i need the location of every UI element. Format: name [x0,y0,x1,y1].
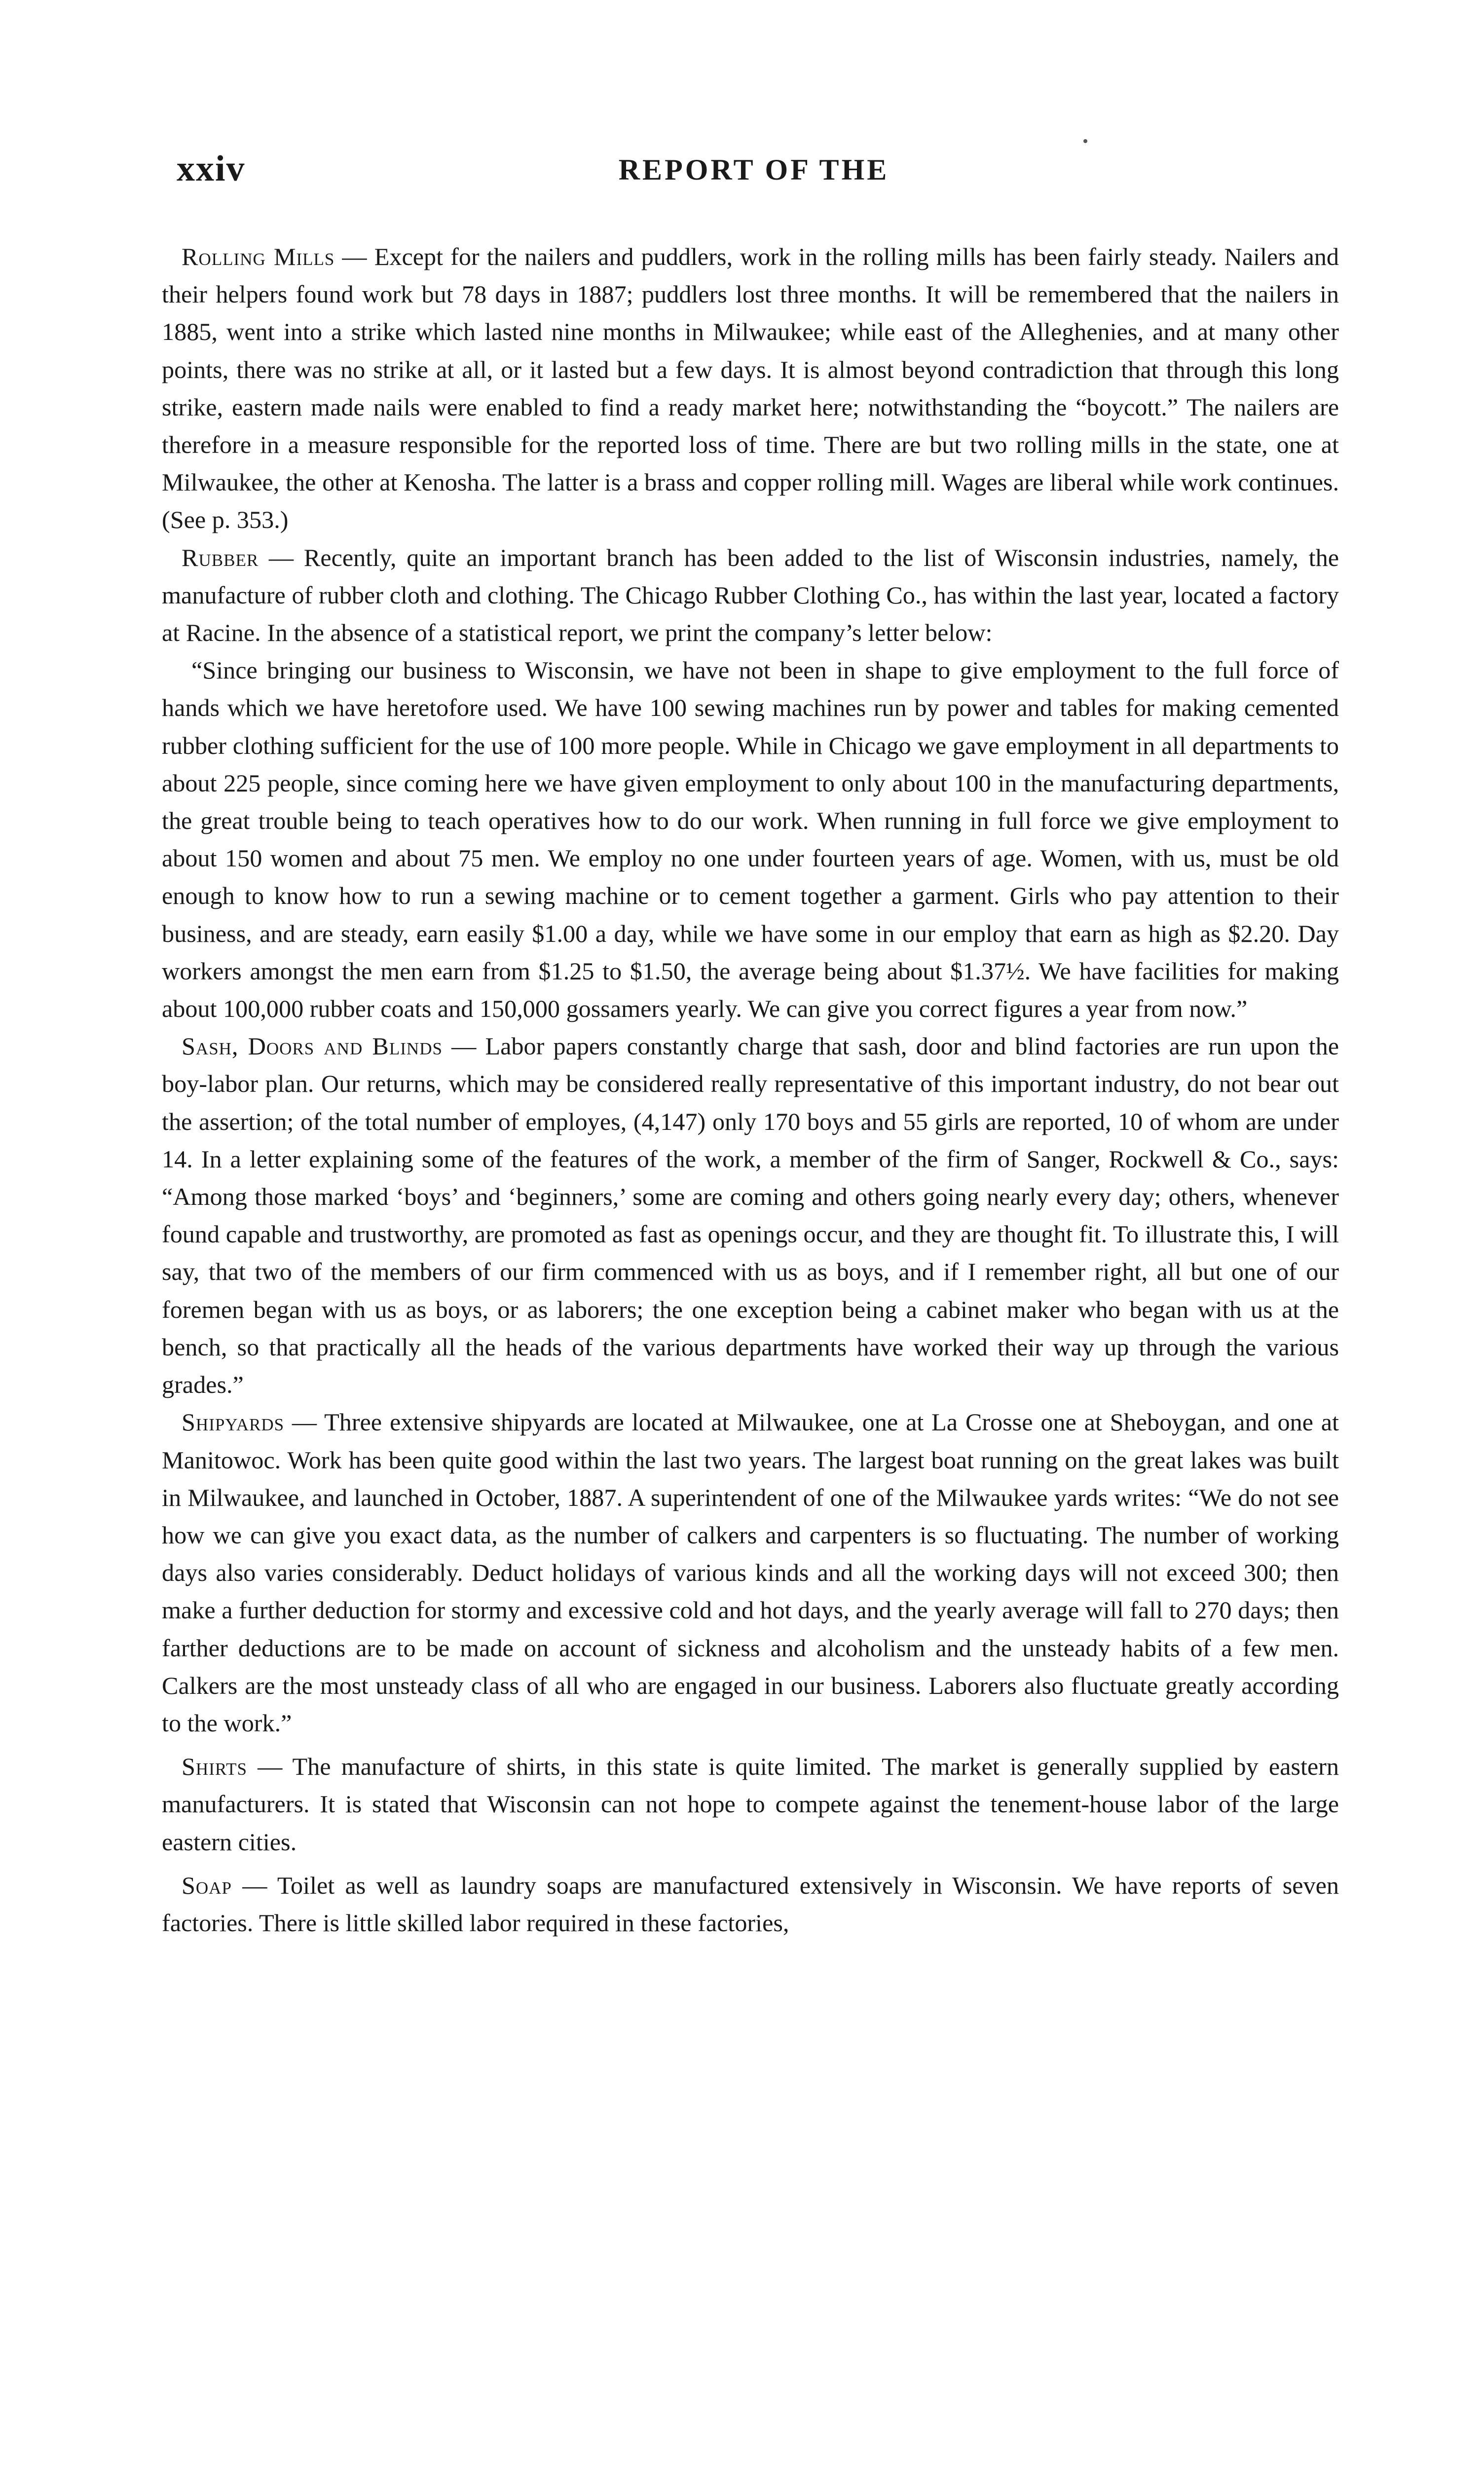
paragraph-shirts [162,1748,1339,1861]
paragraph-text: — Recently, quite an important branch has been added to the list of Wisconsin industries, namely, the manufacture of rubber cloth and clothing. The Chicago Rubber Clothing Co., has within the last year, located a factory at Racine. In the absence of a statistical report, we print the company’s letter below: [162,543,1339,647]
paragraph-text: — Except for the nailers and puddlers, work in the rolling mills has been fairly steady. Nailers and their helpers found work but 78 days in 1887; puddlers lost three months. It will be remembered that the nailers in 1885, went into a strike which lasted nine months in Milwaukee; while east of the Alleghenies, and at many other points, there was no strike at all, or it lasted but a few days. It is almost beyond contradiction that through this long strike, eastern made nails were enabled to find a ready market here; notwithstanding the “boycott.” The nailers are therefore in a measure responsible for the reported loss of time. There are but two rolling mills in the state, one at Milwaukee, the other at Kenosha. The latter is a brass and copper rolling mill. Wages are liberal while work continues. (See p. 353.) [162,243,1339,534]
section-title-soap: Soap [182,1871,232,1899]
section-title-shirts: Shirts [182,1753,247,1781]
ink-speck [1083,139,1087,143]
paragraph-text: — Toilet as well as laundry soaps are manufactured extensively in Wisconsin. We have reports of seven factories. There is little skilled labor required in these factories, [162,1871,1339,1937]
paragraph-shipyards [162,1403,1339,1742]
paragraph-text: — The manufacture of shirts, in this state is quite limited. The market is generally supplied by eastern manufacturers. It is stated that Wisconsin can not hope to compete against the tenement-house labor of the large eastern cities. [162,1753,1339,1856]
page-number: xxiv [177,149,246,189]
paragraph-text: — Labor papers constantly charge that sash, door and blind factories are run upon the boy-labor plan. Our returns, which may be considered really representative of this important industry, do not bear out the assertion; of the total number of employes, (4,147) only 170 boys and 55 girls are reported, 10 of whom are under 14. In a letter explaining some of the features of the work, a member of the firm of Sanger, Rockwell & Co., says: “Among those marked ‘boys’ and ‘beginners,’ some are coming and others going nearly every day; others, whenever found capable and trustworthy, are promoted as fast as openings occur, and they are thought fit. To illustrate this, I will say, that two of the members of our firm commenced with us as boys, and if I remember right, all but one of our foremen began with us as boys, or as laborers; the one exception being a cabinet maker who began with us at the bench, so that practically all the heads of the various departments have worked their way up through the various grades.” [162,1032,1339,1399]
paragraph-soap [162,1867,1339,1942]
running-head: REPORT OF THE [618,153,890,186]
section-title-rubber: Rubber [182,543,259,571]
body-text [162,238,1339,1942]
paragraph-text: — Three extensive shipyards are located at Milwaukee, one at La Crosse one at Sheboygan, and one at Manitowoc. Work has been quite good within the last two years. The largest boat running on the great lakes was built in Milwaukee, and launched in October, 1887. A superintendent of one of the Milwaukee yards writes: “We do not see how we can give you exact data, as the number of calkers and carpenters is so fluctuating. The number of working days also varies considerably. Deduct holidays of various kinds and all the working days will not exceed 300; then make a further deduction for stormy and excessive cold and hot days, and the yearly average will fall to 270 days; then farther deductions are to be made on account of sickness and alcoholism and the unsteady habits of a few men. Calkers are the most unsteady class of all who are engaged in our business. Laborers also fluctuate greatly according to the work.” [162,1408,1339,1737]
paragraph-rubber [162,539,1339,652]
paragraph-rolling-mills [162,238,1339,539]
section-title-shipyards: Shipyards [182,1408,285,1436]
page-header [177,148,1331,207]
quote-text: “Since bringing our business to Wisconsin, we have not been in shape to give employment to the full force of hands which we have heretofore used. We have 100 sewing machines run by power and tables for making cemented rubber clothing sufficient for the use of 100 more people. While in Chicago we gave employment in all departments to about 225 people, since coming here we have given employment to only about 100 in the manufacturing departments, the great trouble being to teach operatives how to do our work. When running in full force we give employment to about 150 women and about 75 men. We employ no one under fourteen years of age. Women, with us, must be old enough to know how to run a sewing machine or to cement together a garment. Girls who pay attention to their business, and are steady, earn easily $1.00 a day, while we have some in our employ that earn as high as $2.20. Day workers amongst the men earn from $1.25 to $1.50, the average being about $1.37½. We have facilities for making about 100,000 rubber coats and 150,000 gossamers yearly. We can give you correct figures a year from now.” [162,656,1339,1023]
section-title-rolling-mills: Rolling Mills [182,243,335,270]
paragraph-sash-doors-blinds [162,1027,1339,1403]
section-title-sash-doors-blinds: Sash, Doors and Blinds [182,1032,443,1060]
quote-rubber-letter [162,651,1339,1027]
